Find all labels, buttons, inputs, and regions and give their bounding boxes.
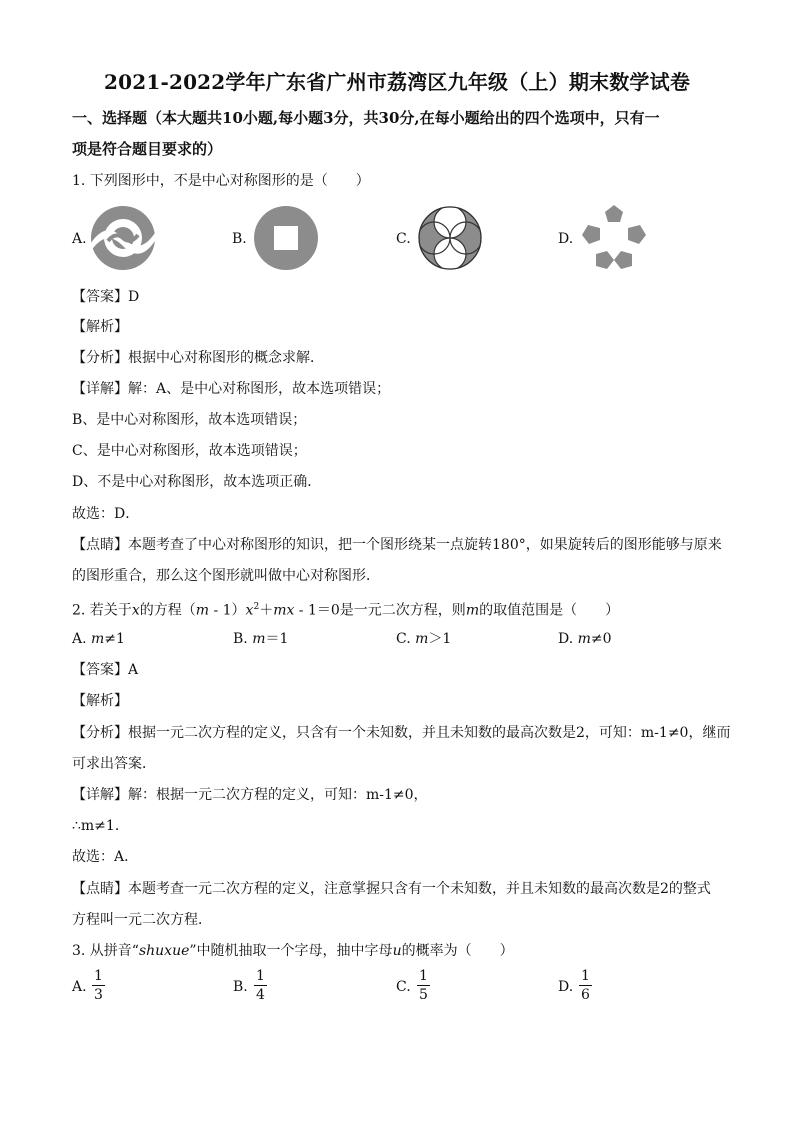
q3-option-d-label: D. [558,979,574,995]
q3-option-a-label: A. [72,979,87,995]
page-title: 2021-2022学年广东省广州市荔湾区九年级（上）期末数学试卷 [103,70,691,94]
q1-choice-line: 故选：D． [72,506,140,522]
q1-option-c-label: C. [396,231,411,247]
q2-option-b: B. m＝1 [233,631,289,647]
q3-option-c-fraction: $\frac{1}{5}$ [419,968,428,1003]
q2-option-d: D. m≠0 [558,631,612,647]
q1-figure-a-yinyang-icon [90,205,156,271]
q2-note-line: 方程叫一元二次方程． [72,912,212,928]
q1-detail-line: 【详解】解：A、是中心对称图形，故本选项错误； [72,381,391,397]
section-heading-line1: 一、选择题（本大题共10小题,每小题3分，共30分,在每小题给出的四个选项中，只有一 [72,109,660,127]
q3-option-b-label: B. [233,979,248,995]
q1-detail-line: C、是中心对称图形，故本选项错误； [72,443,307,459]
q2-stem: 2. 若关于x的方程$(m - 1)x^2+mx - 1=0$是一元二次方程，则m的取值范围是（ ） [72,602,620,619]
q3-stem: 3. 从拼音“shuxue”中随机抽取一个字母，抽中字母u的概率为（ ） [72,943,514,959]
q2-option-c: C. m＞1 [396,631,452,647]
q2-detail-line: 【详解】解：根据一元二次方程的定义，可知：m-1≠0， [72,787,428,803]
q1-figure-b-coin-icon [253,205,319,271]
q1-stem: 1. 下列图形中，不是中心对称图形的是（ ） [72,173,370,189]
q1-option-d-label: D. [558,231,574,247]
q1-analysis-line: 【分析】根据中心对称图形的概念求解． [72,350,324,366]
q2-option-a: A. m≠1 [72,631,125,647]
q2-answer: 【答案】A [72,662,139,678]
q2-detail-line: ∴m≠1． [72,818,129,834]
q1-answer: 【答案】D [72,289,140,305]
q2-analysis-line: 【分析】根据一元二次方程的定义，只含有一个未知数，并且未知数的最高次数是2，可知：m-1≠0，继而 [72,725,731,741]
q3-option-c-label: C. [396,979,411,995]
q1-detail-line: B、是中心对称图形，故本选项错误； [72,412,307,428]
q1-analysis-title: 【解析】 [72,319,128,335]
q3-option-a-fraction: $\frac{1}{3}$ [94,968,103,1003]
q1-detail-line: D、不是中心对称图形，故本选项正确． [72,474,322,490]
q2-analysis-line: 可求出答案． [72,756,156,772]
q2-choice-line: 故选：A． [72,849,139,865]
section-heading-line2: 项是符合题目要求的） [72,140,223,158]
q2-analysis-title: 【解析】 [72,693,128,709]
q1-figure-d-pentagons-icon [580,204,648,270]
q1-option-b-label: B. [232,231,247,247]
q3-option-b-fraction: $\frac{1}{4}$ [256,968,265,1003]
q1-note-line: 【点睛】本题考查了中心对称图形的知识，把一个图形绕某一点旋转180°，如果旋转后的图形能够与原来 [72,537,722,553]
q1-figure-c-flower-icon [417,205,483,271]
q3-option-d-fraction: $\frac{1}{6}$ [581,968,590,1003]
q1-note-line: 的图形重合，那么这个图形就叫做中心对称图形． [72,568,380,584]
q2-note-line: 【点睛】本题考查一元二次方程的定义，注意掌握只含有一个未知数，并且未知数的最高次数是2的整式 [72,881,711,897]
q1-option-a-label: A. [72,231,87,247]
